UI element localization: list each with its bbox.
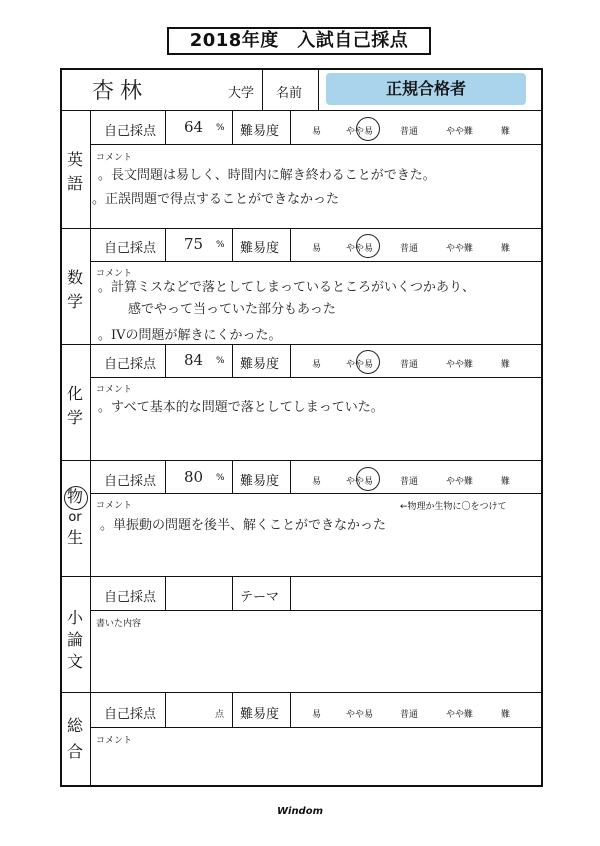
total-diff-somewhat-easy: やや易 <box>346 710 374 720</box>
chemistry-self-score-label: 自己採点 <box>104 357 157 372</box>
math-diff-normal: 普通 <box>400 244 419 254</box>
subject-or: or <box>68 510 82 525</box>
subject-chemistry-2: 学 <box>66 408 83 427</box>
footer-logo: Windom <box>276 806 324 817</box>
total-difficulty-label: 難易度 <box>240 707 280 722</box>
english-score: 64 <box>184 118 204 136</box>
subject-total-2: 合 <box>66 742 83 761</box>
total-diff-easy: 易 <box>312 710 322 720</box>
math-self-score-label: 自己採点 <box>104 241 157 256</box>
physbio-diff-normal: 普通 <box>400 477 419 487</box>
math-comment-2: 感でやって当っていた部分もあった <box>128 302 336 317</box>
math-comment-3: 。IVの問題が解きにくかった。 <box>98 328 282 343</box>
math-diff-somewhat-easy: やや易 <box>346 244 374 254</box>
subject-essay-2: 論 <box>66 630 83 649</box>
chemistry-difficulty-label: 難易度 <box>240 357 280 372</box>
chemistry-diff-easy: 易 <box>312 360 322 370</box>
physbio-diff-somewhat-easy: やや易 <box>346 477 374 487</box>
physbio-diff-easy: 易 <box>312 477 322 487</box>
total-diff-hard: 難 <box>501 710 511 720</box>
physbio-difficulty-label: 難易度 <box>240 474 280 489</box>
subject-physics: 物 <box>66 487 83 506</box>
english-percent: % <box>216 123 225 133</box>
physbio-score: 80 <box>184 468 204 486</box>
chemistry-diff-hard: 難 <box>501 360 511 370</box>
total-self-score-label: 自己採点 <box>104 707 157 722</box>
english-diff-easy: 易 <box>312 127 322 137</box>
total-diff-normal: 普通 <box>400 710 419 720</box>
subject-chemistry-1: 化 <box>66 384 83 403</box>
subject-english-1: 英 <box>66 150 83 169</box>
math-diff-easy: 易 <box>312 244 322 254</box>
essay-theme-label: テーマ <box>240 590 280 605</box>
name-value: 正規合格者 <box>326 73 526 105</box>
physbio-note: ←物理か生物に〇をつけて <box>400 502 507 512</box>
english-comment-1: 。長文問題は易しく、時間内に解き終わることができた。 <box>98 168 436 183</box>
english-comment-2: 。正誤問題で得点することができなかった <box>92 192 340 207</box>
math-comment-label: コメント <box>96 269 133 279</box>
page-title: 2018年度 入試自己採点 <box>167 27 431 55</box>
math-difficulty-label: 難易度 <box>240 241 280 256</box>
subject-essay-3: 文 <box>66 652 83 671</box>
math-percent: % <box>216 240 225 250</box>
subject-math-1: 数 <box>66 268 83 287</box>
math-score: 75 <box>184 235 204 253</box>
english-diff-normal: 普通 <box>400 127 419 137</box>
english-self-score-label: 自己採点 <box>104 124 157 139</box>
total-ten-label: 点 <box>215 710 225 720</box>
total-diff-somewhat-hard: やや難 <box>446 710 474 720</box>
math-diff-somewhat-hard: やや難 <box>446 244 474 254</box>
physbio-selection-circle <box>356 467 380 491</box>
essay-self-score-label: 自己採点 <box>104 590 157 605</box>
chemistry-comment-label: コメント <box>96 385 133 395</box>
physbio-self-score-label: 自己採点 <box>104 474 157 489</box>
english-comment-label: コメント <box>96 153 133 163</box>
physbio-comment-1: 。単振動の問題を後半、解くことができなかった <box>100 518 387 533</box>
chemistry-percent: % <box>216 356 225 366</box>
math-selection-circle <box>356 234 380 258</box>
math-comment-1: 。計算ミスなどで落としてしまっているところがいくつかあり、 <box>98 280 476 295</box>
university-label: 大学 <box>228 86 255 101</box>
physbio-comment-label: コメント <box>96 501 133 511</box>
essay-written-label: 書いた内容 <box>96 619 142 629</box>
subject-essay-1: 小 <box>66 608 83 627</box>
chemistry-diff-somewhat-easy: やや易 <box>346 360 374 370</box>
chemistry-selection-circle <box>356 350 380 374</box>
math-diff-hard: 難 <box>501 244 511 254</box>
chemistry-diff-somewhat-hard: やや難 <box>446 360 474 370</box>
name-label: 名前 <box>276 86 303 101</box>
english-diff-somewhat-hard: やや難 <box>446 127 474 137</box>
english-selection-circle <box>356 117 380 141</box>
physbio-percent: % <box>216 473 225 483</box>
english-difficulty-label: 難易度 <box>240 124 280 139</box>
english-diff-somewhat-easy: やや易 <box>346 127 374 137</box>
chemistry-comment-1: 。すべて基本的な問題で落としてしまっていた。 <box>98 400 384 415</box>
english-diff-hard: 難 <box>501 127 511 137</box>
subject-total-1: 総 <box>66 716 83 735</box>
total-comment-label: コメント <box>96 736 133 746</box>
physbio-diff-somewhat-hard: やや難 <box>446 477 474 487</box>
chemistry-diff-normal: 普通 <box>400 360 419 370</box>
subject-biology: 生 <box>66 528 83 547</box>
subject-math-2: 学 <box>66 292 83 311</box>
chemistry-score: 84 <box>184 351 204 369</box>
university-value: 杏林 <box>92 79 149 104</box>
subject-english-2: 語 <box>66 174 83 193</box>
physbio-diff-hard: 難 <box>501 477 511 487</box>
